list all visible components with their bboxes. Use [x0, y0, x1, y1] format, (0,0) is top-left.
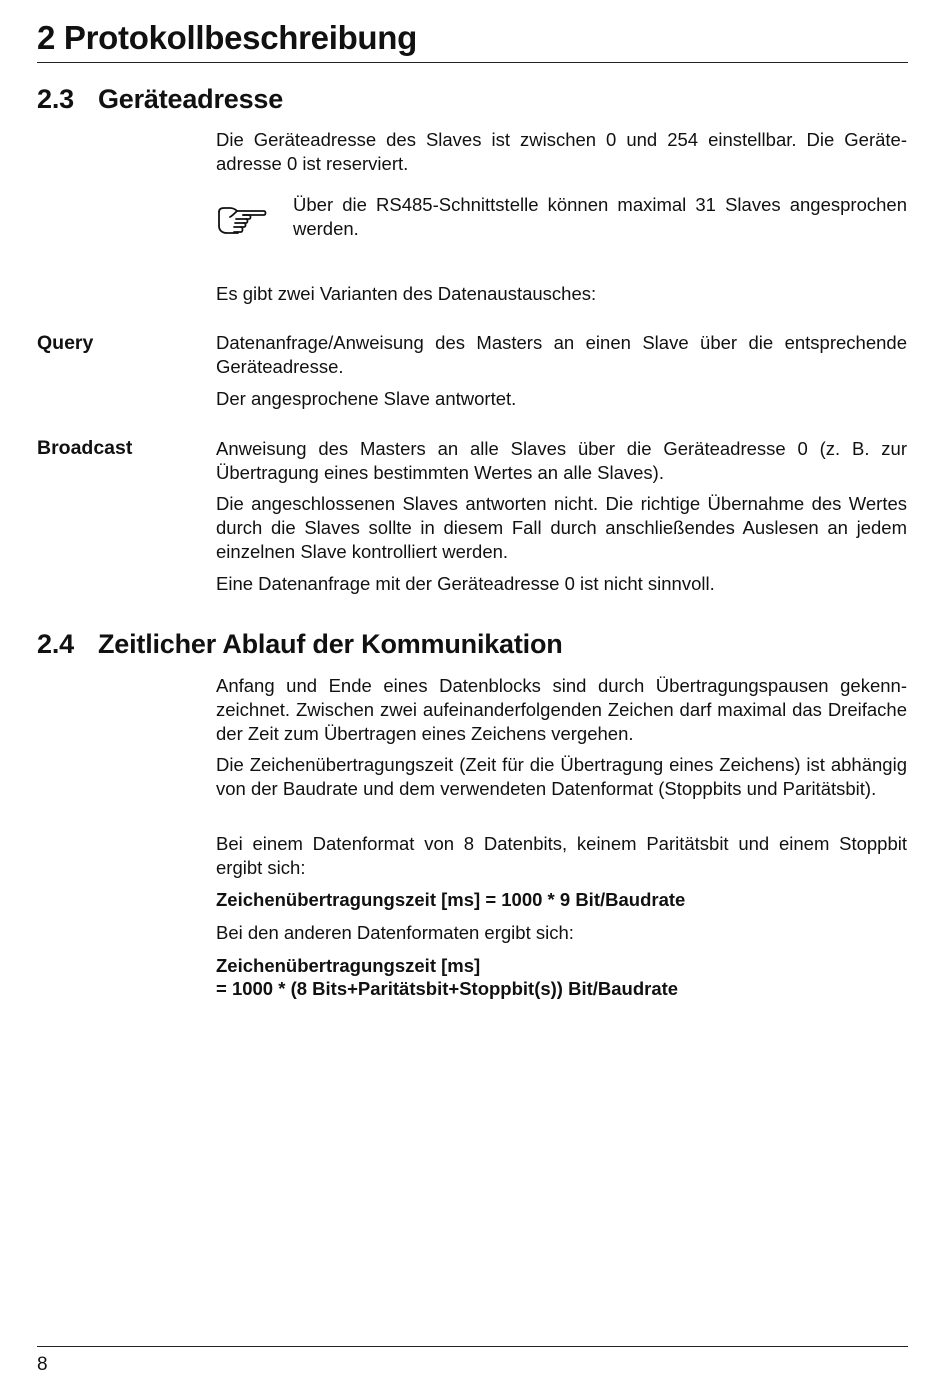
section-title: Geräteadresse [98, 84, 284, 114]
footer-divider [37, 1346, 908, 1347]
query-response: Der angesprochene Slave antwortet. [216, 388, 517, 409]
formula-general-line-1: Zeichenübertragungszeit [ms] [216, 955, 481, 976]
chapter-title: 2 Protokollbeschreibung [37, 19, 417, 56]
term-broadcast: Broadcast [37, 437, 133, 459]
section-number: 2.3 [37, 84, 74, 114]
note-text: Über die RS485-Schnittstelle können maximal 31 Slaves angesprochen werden. [293, 194, 907, 239]
timing-paragraph-2: Die Zeichenübertragungszeit (Zeit für die Übertragung eines Zeichens) ist abhängig von der Baudrate und dem verwendeten Datenformat (Stoppbits und Paritätsbit). [216, 754, 907, 799]
header-divider [37, 62, 908, 63]
section-heading-2-4 [37, 627, 563, 661]
page-number: 8 [37, 1354, 48, 1375]
broadcast-description: Anweisung des Masters an alle Slaves über die Geräteadresse 0 (z. B. zur Übertragung eines bestimmten Wertes an alle Slaves). [216, 438, 907, 483]
timing-paragraph-4: Bei den anderen Datenformaten ergibt sich: [216, 922, 574, 943]
formula-general-line-2: = 1000 * (8 Bits+Paritätsbit+Stoppbit(s)) Bit/Baudrate [216, 978, 679, 999]
section-number: 2.4 [37, 629, 74, 659]
query-description: Datenanfrage/Anweisung des Masters an einen Slave über die entsprechende Geräteadresse. [216, 332, 907, 377]
term-query: Query [37, 332, 94, 354]
section-heading-2-3 [37, 82, 283, 116]
timing-paragraph-1: Anfang und Ende eines Datenblocks sind durch Übertragungspausen gekennzeichnet. Zwischen zwei aufeinanderfolgenden Zeichen darf maximal das Dreifache der Zeit zum Übertragen eines Zeichens vergehen. [216, 675, 907, 744]
variants-intro: Es gibt zwei Varianten des Datenaustausches: [216, 283, 597, 304]
timing-paragraph-3: Bei einem Datenformat von 8 Datenbits, keinem Paritätsbit und einem Stoppbit ergibt sich: [216, 833, 907, 878]
broadcast-note: Eine Datenanfrage mit der Geräteadresse 0 ist nicht sinnvoll. [216, 573, 715, 594]
broadcast-response: Die angeschlossenen Slaves antworten nicht. Die richtige Übernahme des Wertes durch die Slaves sollte in diesem Fall durch anschließendes Auslesen an jedem einzelnen Slave kontrolliert werden. [216, 493, 907, 562]
intro-paragraph: Die Geräteadresse des Slaves ist zwischen 0 und 254 einstellbar. Die Geräteadresse 0 ist reserviert. [216, 129, 907, 174]
pointing-hand-icon [216, 204, 268, 238]
section-title: Zeitlicher Ablauf der Kommunikation [98, 629, 563, 659]
formula-8n1: Zeichenübertragungszeit [ms] = 1000 * 9 Bit/Baudrate [216, 889, 686, 910]
